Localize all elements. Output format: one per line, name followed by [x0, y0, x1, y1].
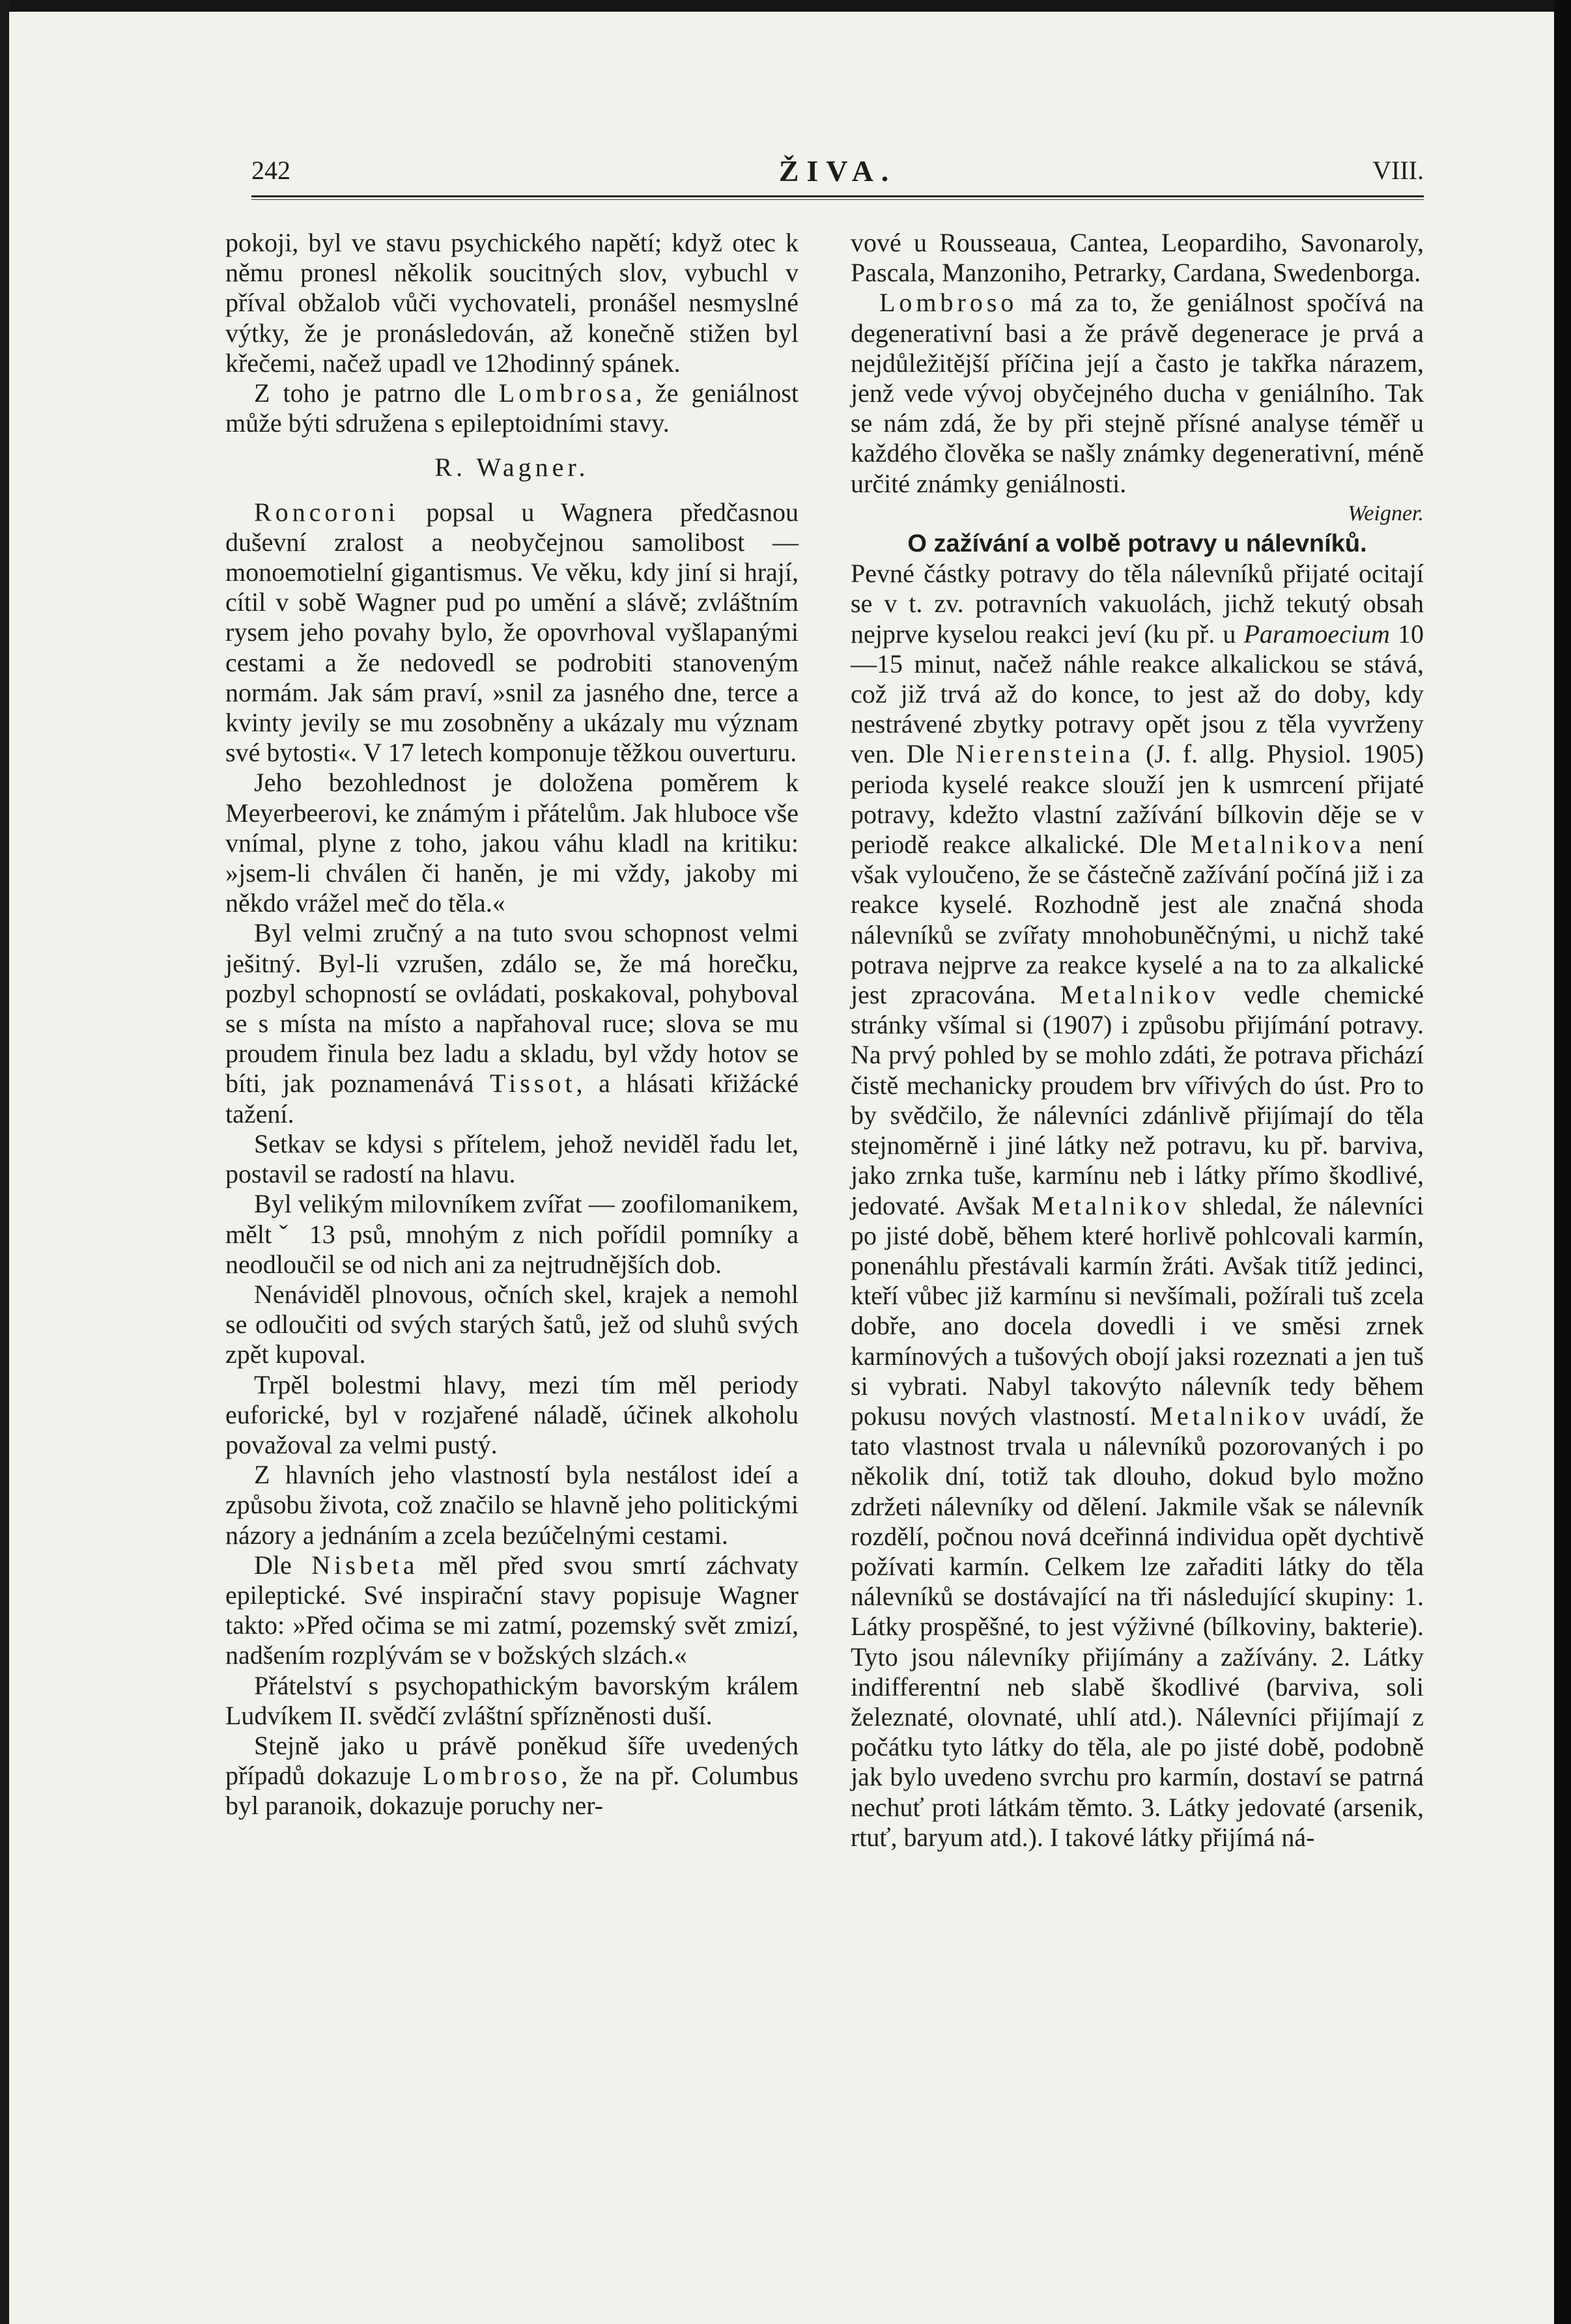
author-name: Lombroso	[423, 1761, 561, 1791]
paragraph: Pevné částky potravy do těla nálevníků přijaté ocitají se v t. zv. potravních vakuolách, jichž tekutý obsah nejprve kyselou reakci jeví (ku př. u Paramoecium 10—15 minut, načež náhle reakce alkalickou se stává, což již trvá až do konce, to jest až do doby, kdy nestrávené zbytky potravy opět jsou z těla vyvrženy ven. Dle Nierensteina (J. f. allg. Physiol. 1905) perioda kyselé reakce slouží jen k usmrcení přijaté potravy, kdežto vlastní zažívání bílkovin děje se v periodě reakce alkalické. Dle Metalnikova není však vyloučeno, že se částečně zažívání počíná již i za reakce kyselé. Rozhodně jest ale značná shoda nálevníků se zvířaty mnohobuněčnými, u nichž také potrava nejprve za reakce kyselé a na to za alkalické jest zpracována. Metalnikov vedle chemické stránky všímal si (1907) i způsobu přijímání potravy. Na prvý pohled by se mohlo zdáti, že potrava přichází čistě mechanicky proudem brv vířivých do úst. Pro to by svědčilo, že nálevníci zdánlivě přijímají do těla stejnoměrně i jiné látky než potravu, ku př. barviva, jako zrnka tuše, karmínu neb i látky přímo škodlivé, jedovaté. Avšak Metalnikov shledal, že nálevníci po jisté době, během které horlivě pohlcovali karmín, ponenáhlu přestávali karmín žráti. Avšak titíž jedinci, kteří vůbec již karmínu si nevšímali, požírali tuš zcela dobře, ano docela dovedli i ve směsi zrnek karmínových a tušových obojí jaksi rozeznati a jen tuš si vybrati. Nabyl takovýto nálevník tedy během pokusu nových vlastností. Metalnikov uvádí, že tato vlastnost trvala u nálevníků pozorovaných i po několik dní, totiž tak dlouho, dokud bylo možno zdržeti nálevníky od dělení. Jakmile však se nálevník rozdělí, počnou nová dceřinná individua opět dychtivě požívati karmín. Celkem lze zařaditi látky do těla nálevníků se dostávající na tři následující skupiny: 1. Látky prospěšné, to jest výživné (bílkoviny, bakterie). Tyto jsou nálevníky přijímány a zažívány. 2. Látky indifferentní neb slabě škodlivé (barviva, soli železnaté, olovnaté, uhlí atd.). Nálevníci přijímají z počátku tyto látky do těla, ale po jisté době, podobně jak bylo uvedeno svrchu pro karmín, dostaví se patrná nechuť proti látkám těmto. 3. Látky jedovaté (arsenik, rtuť, baryum atd.). I takové látky přijímá ná-	[851, 559, 1424, 1852]
author-name: Nierensteina	[955, 739, 1135, 769]
paragraph: Dle Nisbeta měl před svou smrtí záchvaty epileptické. Své inspirační stavy popisuje Wagner takto: »Před očima se mi zatmí, pozemský svět zmizí, nadšením rozplývám se v božských slzách.«	[225, 1550, 799, 1670]
page-header	[251, 155, 1424, 193]
paragraph: Setkav se kdysi s přítelem, jehož neviděl řadu let, postavil se radostí na hlavu.	[225, 1128, 799, 1189]
volume-number: VIII.	[1372, 156, 1424, 185]
author-name: Roncoroni	[254, 497, 399, 527]
header-rule	[251, 195, 1424, 200]
paragraph: vové u Rousseaua, Cantea, Leopardiho, Savonaroly, Pascala, Manzoniho, Petrarky, Cardana, Swedenborga.	[851, 228, 1424, 288]
paragraph: Byl velmi zručný a na tuto svou schopnost velmi ješitný. Byl-li vzrušen, zdálo se, že má horečku, pozbyl schopností se ovládati, poskakoval, pohyboval se s místa na místo a napřahoval ruce; slova se mu proudem řinula bez ladu a skladu, byl vždy hotov se bíti, jak poznamenává Tissot, a hlásati křižácké tažení.	[225, 918, 799, 1128]
author-name: Lombrosa	[498, 378, 636, 408]
author-name: Tissot	[490, 1069, 576, 1099]
author-name: Metalnikov	[1150, 1401, 1309, 1431]
paragraph: Přátelství s psychopathickým bavorským králem Ludvíkem II. svědčí zvláštní spřízněnosti duší.	[225, 1670, 799, 1730]
paragraph: Jeho bezohlednost je doložena poměrem k Meyerbeerovi, ke známým i přátelům. Jak hluboce vše vnímal, plyne z toho, jakou váhu kladl na kritiku: »jsem-li chválen či haněn, je mi vždy, jakoby mi někdo vrážel meč do těla.«	[225, 768, 799, 918]
article-title: O zažívání a volbě potravy u nálevníků.	[907, 530, 1367, 558]
author-name: Lombroso	[879, 288, 1018, 318]
scan-top-edge	[0, 0, 1571, 12]
paragraph: Z toho je patrno dle Lombrosa, že geniálnost může býti sdružena s epileptoidními stavy.	[225, 378, 799, 438]
page-number: 242	[251, 156, 290, 185]
author-name: Metalnikov	[1060, 980, 1220, 1010]
journal-title: ŽIVA.	[778, 154, 897, 188]
paragraph: Lombroso má za to, že geniálnost spočívá na degenerativní basi a že právě degenerace je prvá a nejdůležitější příčina její a často je takřka nárazem, jenž vede vývoj obyčejného ducha v geniálního. Tak se nám zdá, že by při stejně přísné analyse téměř u každého člověka se našly známky degenerativní, méně určité známky geniálnosti.	[851, 288, 1424, 498]
paragraph: Roncoroni popsal u Wagnera předčasnou duševní zralost a neobyčejnou samolibost — monoemotielní gigantismus. Ve věku, kdy jiní si hrají, cítil v sobě Wagner pud po umění a slávě; zvláštním rysem jeho povahy bylo, že opovrhoval vyšlapanými cestami a že nedovedl se podrobiti stanoveným normám. Jak sám praví, »snil za jasného dne, terce a kvinty jevily se mu zosobněny a ukázaly mu význam své bytosti«. V 17 letech komponuje těžkou ouverturu.	[225, 497, 799, 768]
paragraph: Nenáviděl plnovous, očních skel, krajek a nemohl se odloučiti od svých starých šatů, jež od sluhů svých zpět kupoval.	[225, 1279, 799, 1369]
scan-left-edge	[0, 0, 9, 2324]
author-name: Metalnikov	[1031, 1190, 1191, 1220]
paragraph: Stejně jako u právě poněkud šíře uvedených případů dokazuje Lombroso, že na př. Columbus byl paranoik, dokazuje poruchy ner-	[225, 1730, 799, 1821]
article-signature: Weigner.	[1348, 501, 1424, 525]
section-heading: R. Wagner.	[434, 453, 589, 483]
left-column	[225, 228, 799, 1821]
author-name: Metalnikova	[1190, 830, 1365, 860]
paragraph: Byl velikým milovníkem zvířat — zoofilomanikem, měltˇ 13 psů, mnohým z nich pořídil pomníky a neodloučil se od nich ani za nejtrudnějších dob.	[225, 1189, 799, 1279]
paragraph: pokoji, byl ve stavu psychického napětí; když otec k němu pronesl několik soucitných slov, vybuchl v příval obžalob vůči vychovateli, pronášel nesmyslné výtky, že je pronásledován, až konečně stižen byl křečemi, načež upadl ve 12hodinný spánek.	[225, 228, 799, 378]
paragraph: Trpěl bolestmi hlavy, mezi tím měl periody euforické, byl v rozjařené náladě, účinek alkoholu považoval za velmi pustý.	[225, 1369, 799, 1459]
scan-right-edge	[1554, 0, 1571, 2324]
right-column	[851, 228, 1424, 1853]
author-name: Nisbeta	[311, 1550, 419, 1580]
paragraph: Z hlavních jeho vlastností byla nestálost ideí a způsobu života, což značilo se hlavně jeho politickými názory a jednáním a zcela bezúčelnými cestami.	[225, 1460, 799, 1550]
species-name: Paramoecium	[1243, 619, 1390, 649]
